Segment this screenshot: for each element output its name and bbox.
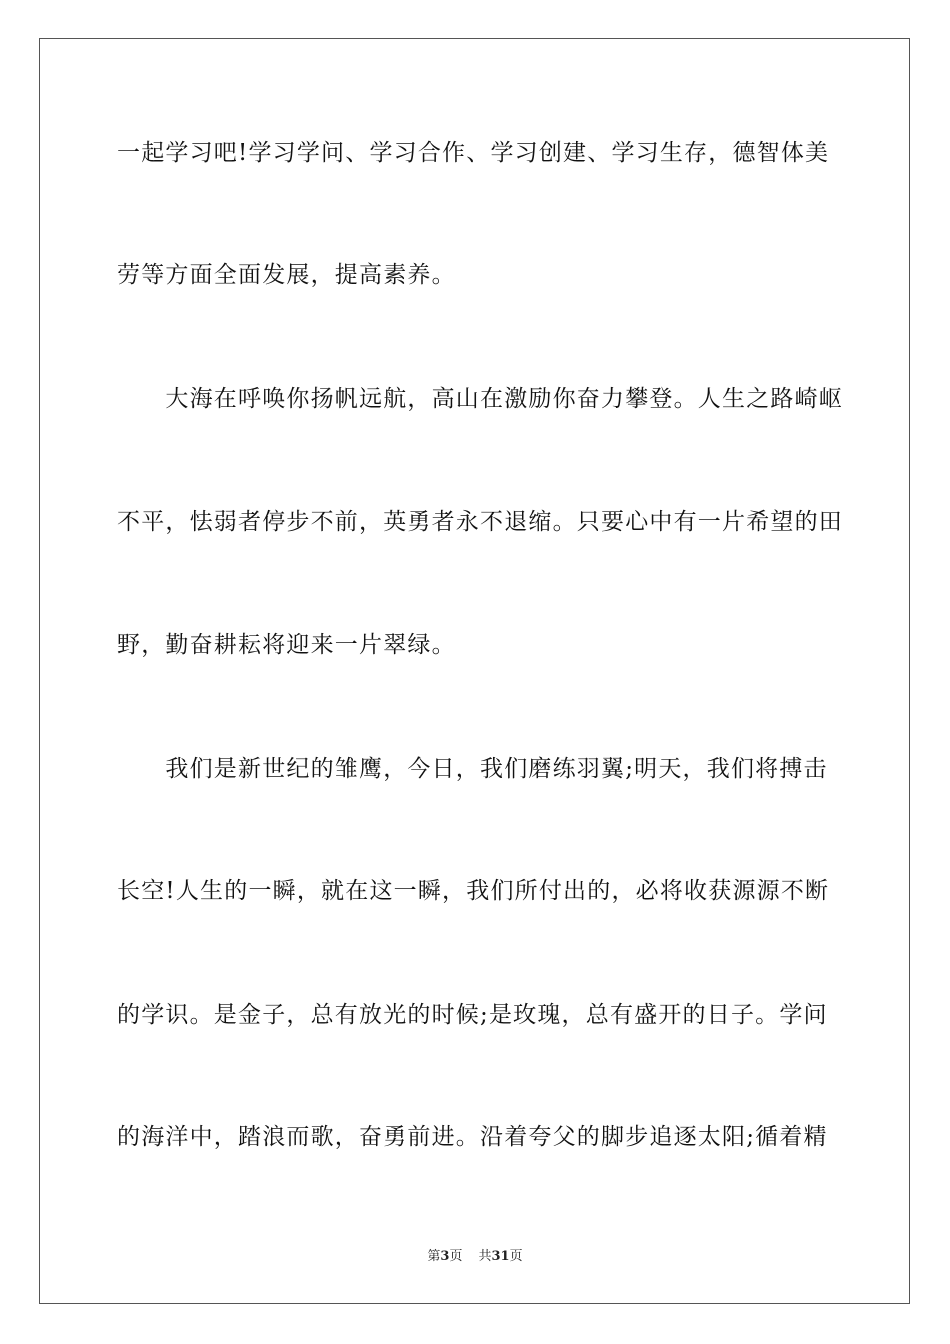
- page-prefix: 第: [427, 1249, 441, 1264]
- text-line: 长空!人生的一瞬，就在这一瞬，我们所付出的，必将收获源源不断: [117, 878, 830, 904]
- text-line: 野，勤奋耕耘将迎来一片翠绿。: [117, 632, 456, 658]
- total-suffix: 页: [509, 1249, 523, 1264]
- page-border: [39, 38, 910, 1304]
- text-line: 一起学习吧!学习学问、学习合作、学习创建、学习生存，德智体美: [117, 140, 830, 166]
- text-line: 劳等方面全面发展，提高素养。: [117, 262, 456, 288]
- text-line: 我们是新世纪的雏鹰，今日，我们磨练羽翼;明天，我们将搏击: [117, 756, 828, 782]
- text-line: 的学识。是金子，总有放光的时候;是玫瑰，总有盛开的日子。学问: [117, 1002, 828, 1028]
- page-number: 3: [440, 1249, 450, 1264]
- total-pages: 31: [491, 1249, 510, 1264]
- text-line: 大海在呼唤你扬帆远航，高山在激励你奋力攀登。人生之路崎岖: [117, 386, 843, 412]
- page-footer: [0, 1248, 950, 1266]
- page-suffix: 页: [449, 1249, 463, 1264]
- total-prefix: 共: [478, 1249, 492, 1264]
- text-line: 的海洋中，踏浪而歌，奋勇前进。沿着夸父的脚步追逐太阳;循着精: [117, 1124, 828, 1150]
- text-line: 不平，怯弱者停步不前，英勇者永不退缩。只要心中有一片希望的田: [117, 509, 843, 535]
